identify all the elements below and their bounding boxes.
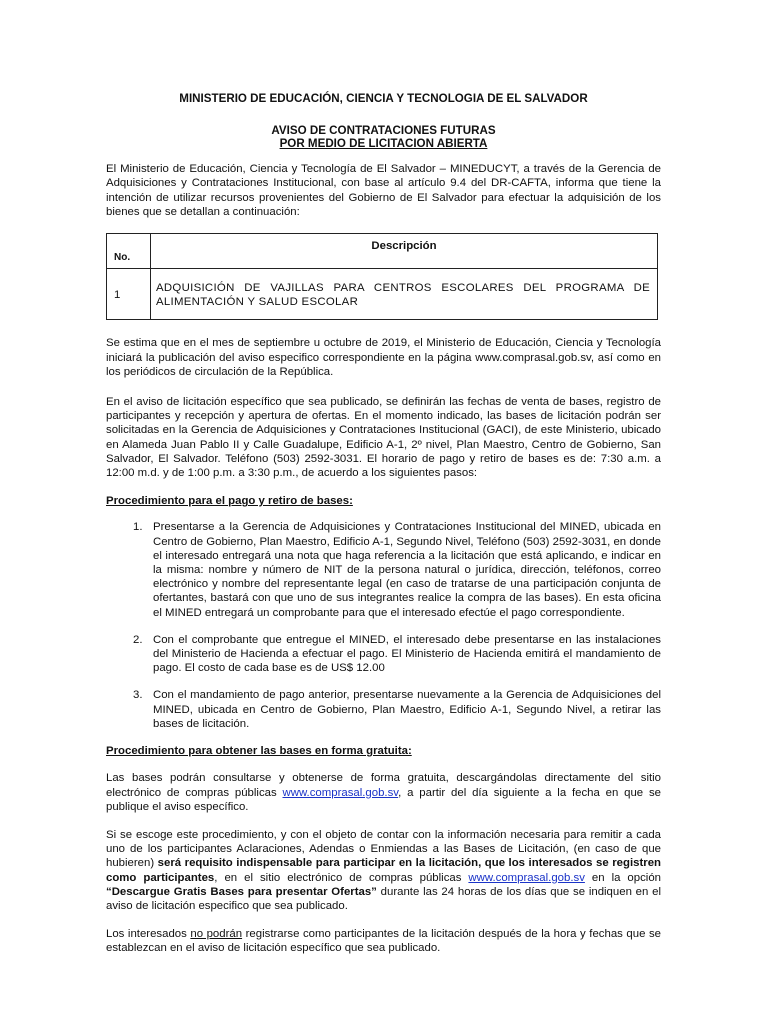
table-header-row xyxy=(107,234,658,269)
notice-title-line1: AVISO DE CONTRATACIONES FUTURAS xyxy=(271,124,496,138)
comprasal-link[interactable]: www.comprasal.gob.sv xyxy=(468,871,585,884)
table-header-no: No. xyxy=(107,234,151,269)
step-text: Presentarse a la Gerencia de Adquisiciones y Contrataciones Institucional del MINED, ubicada en Centro de Gobierno, Plan Maestro, Edificio A-1, Segundo Nivel, Teléfono (503) 2592-3031, en donde el interesado entregará una nota que haga referencia a la licitación que está aplicando, e indicar en la misma: nombre y número de NIT de la persona natural o jurídica, dirección, teléfonos, correo electrónico y nombre del representante legal (en caso de tratarse de una participación conjunta de ofertantes, bastará con que uno de sus integrantes realice la compra de las bases). En esta oficina el MINED entregará un comprobante para que el interesado efectúe el pago correspondiente. xyxy=(153,521,661,619)
estimate-paragraph: Se estima que en el mes de septiembre u octubre de 2019, el Ministerio de Educación, Ciencia y Tecnología iniciará la publicación del aviso especifico correspondiente en la página www.comprasal.gob.sv, así como en los periódicos de circulación de la República. xyxy=(106,337,661,378)
free-p1-text-end: , a partir del día siguiente a la fecha en que se publique el aviso específico. xyxy=(106,786,661,813)
list-item xyxy=(106,688,661,731)
free-p2-text-a: Si se escoge este procedimiento, y con el objeto de contar con la información necesaria para remitir a cada uno de los participantes Aclaraciones, Adendas o Enmiendas a las Bases de Licitación, (en caso de que hubieren) xyxy=(106,828,661,870)
free-p2-text-c: en la opción xyxy=(584,871,661,884)
free-p3-warning: no podrán xyxy=(190,928,243,941)
step-text: Con el mandamiento de pago anterior, presentarse nuevamente a la Gerencia de Adquisiciones del MINED, ubicada en Centro de Gobierno, Plan Maestro, Edificio A-1, Segundo Nivel, a retirar las bases de licitación. xyxy=(153,689,661,730)
free-paragraph-3 xyxy=(106,927,661,955)
comprasal-link[interactable]: www.comprasal.gob.sv xyxy=(282,786,399,799)
list-item xyxy=(106,520,661,619)
step-text: Con el comprobante que entregue el MINED, el interesado debe presentarse en las instalaciones del Ministerio de Hacienda a efectuar el pago. El Ministerio de Hacienda emitirá el mandamiento de pago. El costo de cada base es de US$ 12.00 xyxy=(153,633,661,675)
list-item xyxy=(106,633,661,676)
step-number: 3. xyxy=(133,689,143,702)
free-p2-requirement: será requisito indispensable para participar en la licitación, que los interesados se registren como participantes xyxy=(106,857,661,884)
payment-heading: Procedimiento para el pago y retiro de bases: xyxy=(106,495,353,508)
free-p2-text-b: , en el sitio electrónico de compras públicas xyxy=(214,871,469,884)
free-p2-option: “Descargue Gratis Bases para presentar Ofertas” xyxy=(106,885,377,898)
document-page xyxy=(106,88,661,956)
free-p1-text: Las bases podrán consultarse y obtenerse de forma gratuita, descargándolas directamente del sitio electrónico de compras públicas xyxy=(106,772,661,799)
free-p3-text-b: registrarse como participantes de la licitación después de la hora y fechas que se establezcan en el aviso de licitación específico que sea publicado. xyxy=(106,928,661,955)
table-cell-description: ADQUISICIÓN DE VAJILLAS PARA CENTROS ESCOLARES DEL PROGRAMA DE ALIMENTACIÓN Y SALUD ESCOLAR xyxy=(151,269,658,320)
free-p3-text-a: Los interesados xyxy=(106,928,191,941)
payment-steps-list xyxy=(106,520,661,731)
items-table xyxy=(106,233,658,320)
free-p2-text-d: durante las 24 horas de los días que se indiquen en el aviso de licitación especifico que sea publicado. xyxy=(106,885,661,912)
table-header-description: Descripción xyxy=(151,234,658,269)
intro-paragraph: El Ministerio de Educación, Ciencia y Tecnología de El Salvador – MINEDUCYT, a través de la Gerencia de Adquisiciones y Contrataciones Institucional, con base al artículo 9.4 del DR-CAFTA, informa que tiene la intención de utilizar recursos provenientes del Gobierno de El Salvador para efectuar la adquisición de los bienes que se detallan a continuación: xyxy=(106,163,661,218)
ministry-title: MINISTERIO DE EDUCACIÓN, CIENCIA Y TECNOLOGIA DE EL SALVADOR xyxy=(179,92,588,105)
notice-title-line2: POR MEDIO DE LICITACION ABIERTA xyxy=(279,137,488,151)
step-number: 2. xyxy=(133,633,143,646)
free-heading: Procedimiento para obtener las bases en forma gratuita: xyxy=(106,745,412,758)
step-number: 1. xyxy=(133,521,143,534)
free-paragraph-1 xyxy=(106,771,661,814)
table-cell-no: 1 xyxy=(107,269,151,320)
notice-title xyxy=(106,124,661,150)
free-paragraph-2 xyxy=(106,828,661,913)
details-paragraph: En el aviso de licitación específico que sea publicado, se definirán las fechas de venta de bases, registro de participantes y recepción y apertura de ofertas. En el momento indicado, las bases de licitación podrán ser solicitadas en la Gerencia de Adquisiciones y Contrataciones Institucional (GACI), de este Ministerio, ubicado en Alameda Juan Pablo II y Calle Guadalupe, Edificio A-1, 2º nivel, Plan Maestro, Centro de Gobierno, San Salvador, El Salvador. Teléfono (503) 2592-3031. El horario de pago y retiro de bases es de: 7:30 a.m. a 12:00 m.d. y de 1:00 p.m. a 3:30 p.m., de acuerdo a los siguientes pasos: xyxy=(106,396,661,480)
table-row xyxy=(107,269,658,320)
